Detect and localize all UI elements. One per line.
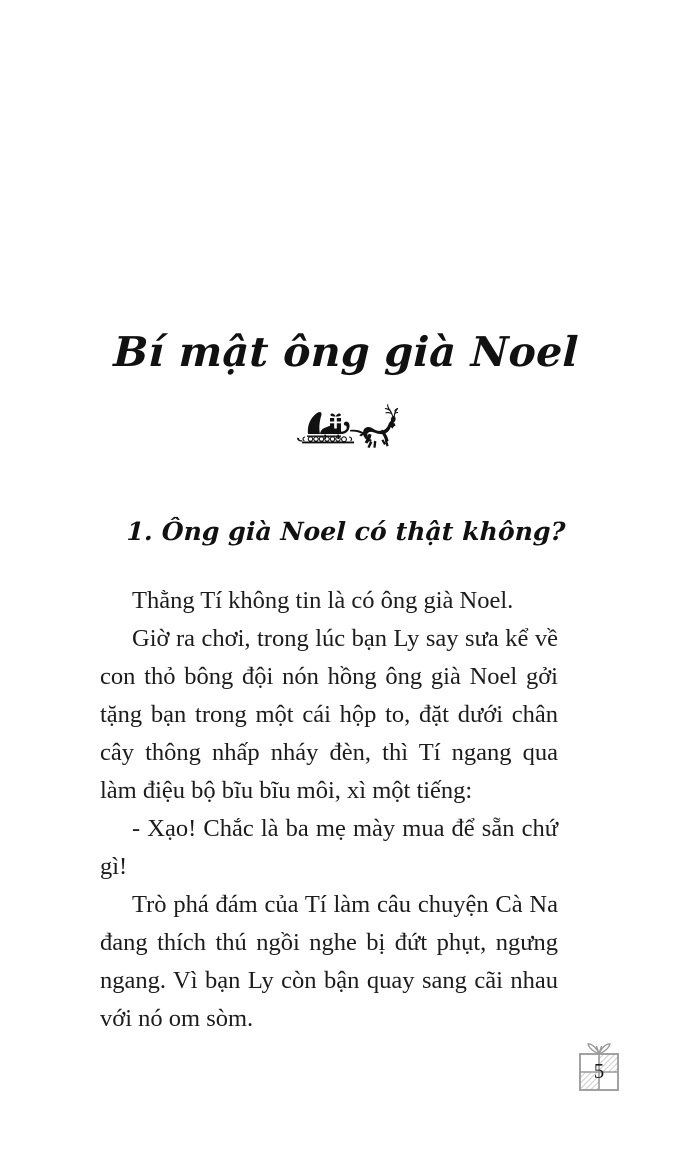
paragraph-dialogue: - Xạo! Chắc là ba mẹ mày mua để sẵn chứ gì! bbox=[100, 815, 558, 880]
page-number: 5 bbox=[593, 1058, 605, 1083]
paragraph: Giờ ra chơi, trong lúc bạn Ly say sưa kể về con thỏ bông đội nón hồng ông già Noel gởi tặng bạn trong một cái hộp to, đặt dưới chân cây thông nhấp nháy đèn, thì Tí ngang qua làm điệu bộ bĩu bĩu môi, xì một tiếng: bbox=[100, 625, 558, 804]
paragraph: Trò phá đám của Tí làm câu chuyện Cà Na đang thích thú ngồi nghe bị đứt phụt, ngưng ngang. Vì bạn Ly còn bận quay sang cãi nhau với nó om sòm. bbox=[100, 891, 558, 1032]
paragraph: Thằng Tí không tin là có ông già Noel. bbox=[132, 587, 514, 614]
body-text bbox=[100, 582, 558, 1038]
chapter-title: Bí mật ông già Noel bbox=[112, 328, 580, 376]
section-heading: 1. Ông già Noel có thật không? bbox=[126, 517, 566, 546]
sleigh-reindeer-ornament bbox=[0, 404, 692, 452]
page-number-mark bbox=[572, 1040, 626, 1096]
